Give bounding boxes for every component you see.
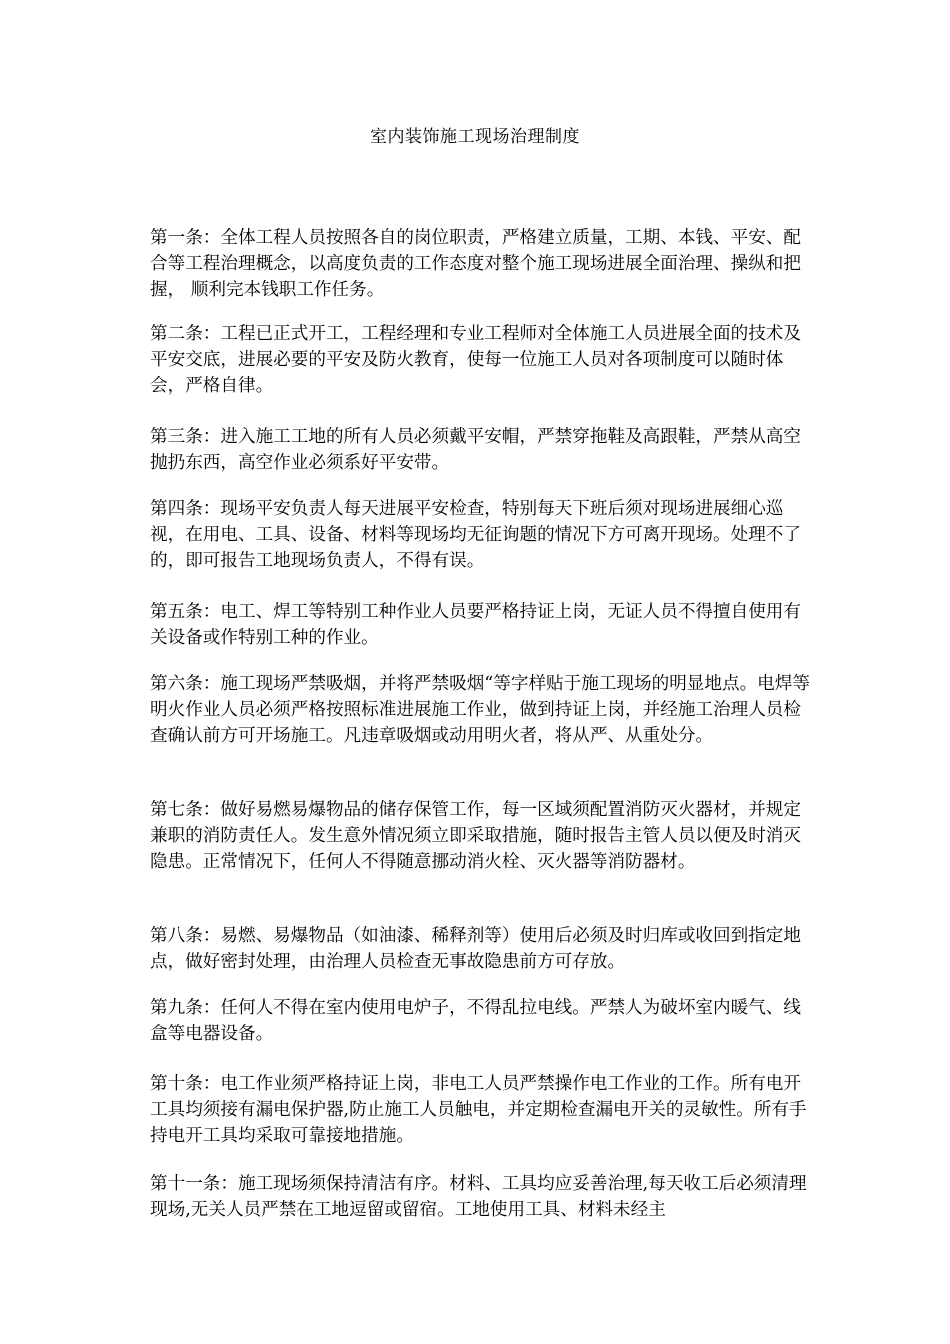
article-7: 第七条：做好易燃易爆物品的储存保管工作，每一区域须配置消防灭火器材，并规定兼职的消防责任人。发生意外情况须立即采取措施，随时报告主管人员以便及时消灭隐患。正常情况下，任何人不得随意挪动消火栓、灭火器等消防器材。 [150, 800, 801, 872]
article-11: 第十一条：施工现场须保持清洁有序。材料、工具均应妥善治理,每天收工后必须清理现场,无关人员严禁在工地逗留或留宿。工地使用工具、材料未经主 [150, 1174, 807, 1220]
article-1: 第一条：全体工程人员按照各自的岗位职责，严格建立质量，工期、本钱、平安、配合等工程治理概念，以高度负责的工作态度对整个施工现场进展全面治理、操纵和把握， 顺利完本钱职工作任务。 [150, 228, 801, 300]
article-3: 第三条：进入施工工地的所有人员必须戴平安帽，严禁穿拖鞋及高跟鞋，严禁从高空抛扔东西，高空作业必须系好平安带。 [150, 427, 801, 473]
article-8: 第八条：易燃、易爆物品（如油漆、稀释剂等）使用后必须及时归库或收回到指定地点，做好密封处理，由治理人员检查无事故隐患前方可存放。 [150, 926, 801, 972]
article-9: 第九条：任何人不得在室内使用电炉子，不得乱拉电线。严禁人为破坏室内暖气、线盒等电器设备。 [150, 998, 801, 1044]
article-10: 第十条：电工作业须严格持证上岗，非电工人员严禁操作电工作业的工作。所有电开工具均须接有漏电保护器,防止施工人员触电，并定期检查漏电开关的灵敏性。所有手持电开工具均采取可靠接地措施。 [150, 1074, 807, 1146]
document-title: 室内装饰施工现场治理制度 [370, 127, 580, 147]
article-4: 第四条：现场平安负责人每天进展平安检查，特别每天下班后须对现场进展细心巡视，在用电、工具、设备、材料等现场均无征询题的情况下方可离开现场。处理不了的，即可报告工地现场负责人，不得有误。 [150, 499, 801, 571]
article-6: 第六条：施工现场严禁吸烟，并将严禁吸烟“等字样贴于施工现场的明显地点。电焊等明火作业人员必须严格按照标准进展施工作业，做到持证上岗，并经施工治理人员检查确认前方可开场施工。凡违章吸烟或动用明火者，将从严、从重处分。 [150, 674, 810, 746]
article-2: 第二条：工程已正式开工，工程经理和专业工程师对全体施工人员进展全面的技术及平安交底，进展必要的平安及防火教育，使每一位施工人员对各项制度可以随时体会，严格自律。 [150, 324, 801, 396]
article-5: 第五条：电工、焊工等特别工种作业人员要严格持证上岗，无证人员不得擅自使用有关设备或作特别工种的作业。 [150, 602, 801, 648]
